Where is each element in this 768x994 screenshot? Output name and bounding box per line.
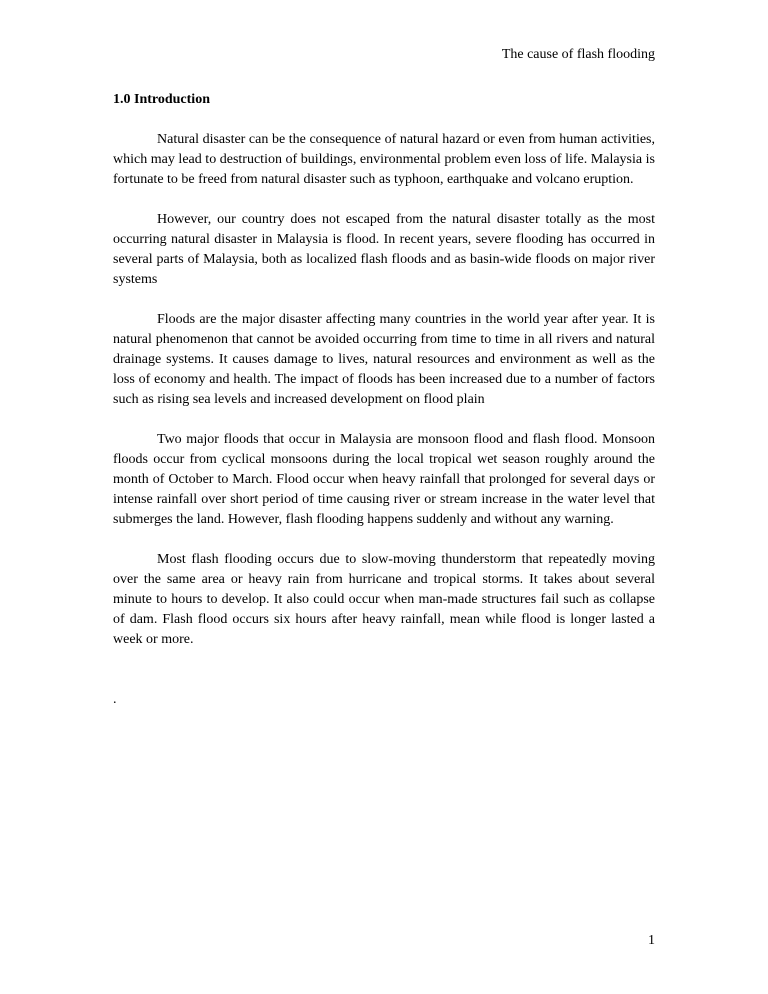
- paragraph: Floods are the major disaster affecting many countries in the world year after year. It is natural phenomenon that cannot be avoided occurring from time to time in all rivers and natural drainage systems. It causes damage to lives, natural resources and environment as well as the loss of economy and health. The impact of floods has been increased due to a number of factors such as rising sea levels and increased development on flood plain: [113, 312, 655, 407]
- paragraph: Natural disaster can be the consequence of natural hazard or even from human activities, which may lead to destruction of buildings, environmental problem even loss of life. Malaysia is fortunate to be freed from natural disaster such as typhoon, earthquake and volcano eruption.: [113, 132, 655, 187]
- paragraph: Most flash flooding occurs due to slow-moving thunderstorm that repeatedly moving over the same area or heavy rain from hurricane and tropical storms. It takes about several minute to hours to develop. It also could occur when man-made structures fail such as collapse of dam. Flash flood occurs six hours after heavy rainfall, mean while flood is longer lasted a week or more.: [113, 552, 655, 647]
- section-heading: 1.0 Introduction: [113, 92, 210, 107]
- page-number: 1: [648, 933, 655, 948]
- running-header: The cause of flash flooding: [501, 47, 655, 62]
- paragraph: Two major floods that occur in Malaysia are monsoon flood and flash flood. Monsoon floods occur from cyclical monsoons during the local tropical wet season roughly around the month of October to March. Flood occur when heavy rainfall that prolonged for several days or intense rainfall over short period of time causing river or stream increase in the water level that submerges the land. However, flash flooding happens suddenly and without any warning.: [113, 432, 655, 527]
- document-body: [113, 90, 655, 710]
- trailing-mark: .: [113, 692, 117, 707]
- paragraph: However, our country does not escaped from the natural disaster totally as the most occurring natural disaster in Malaysia is flood. In recent years, severe flooding has occurred in several parts of Malaysia, both as localized flash floods and as basin-wide floods on major river systems: [113, 212, 655, 287]
